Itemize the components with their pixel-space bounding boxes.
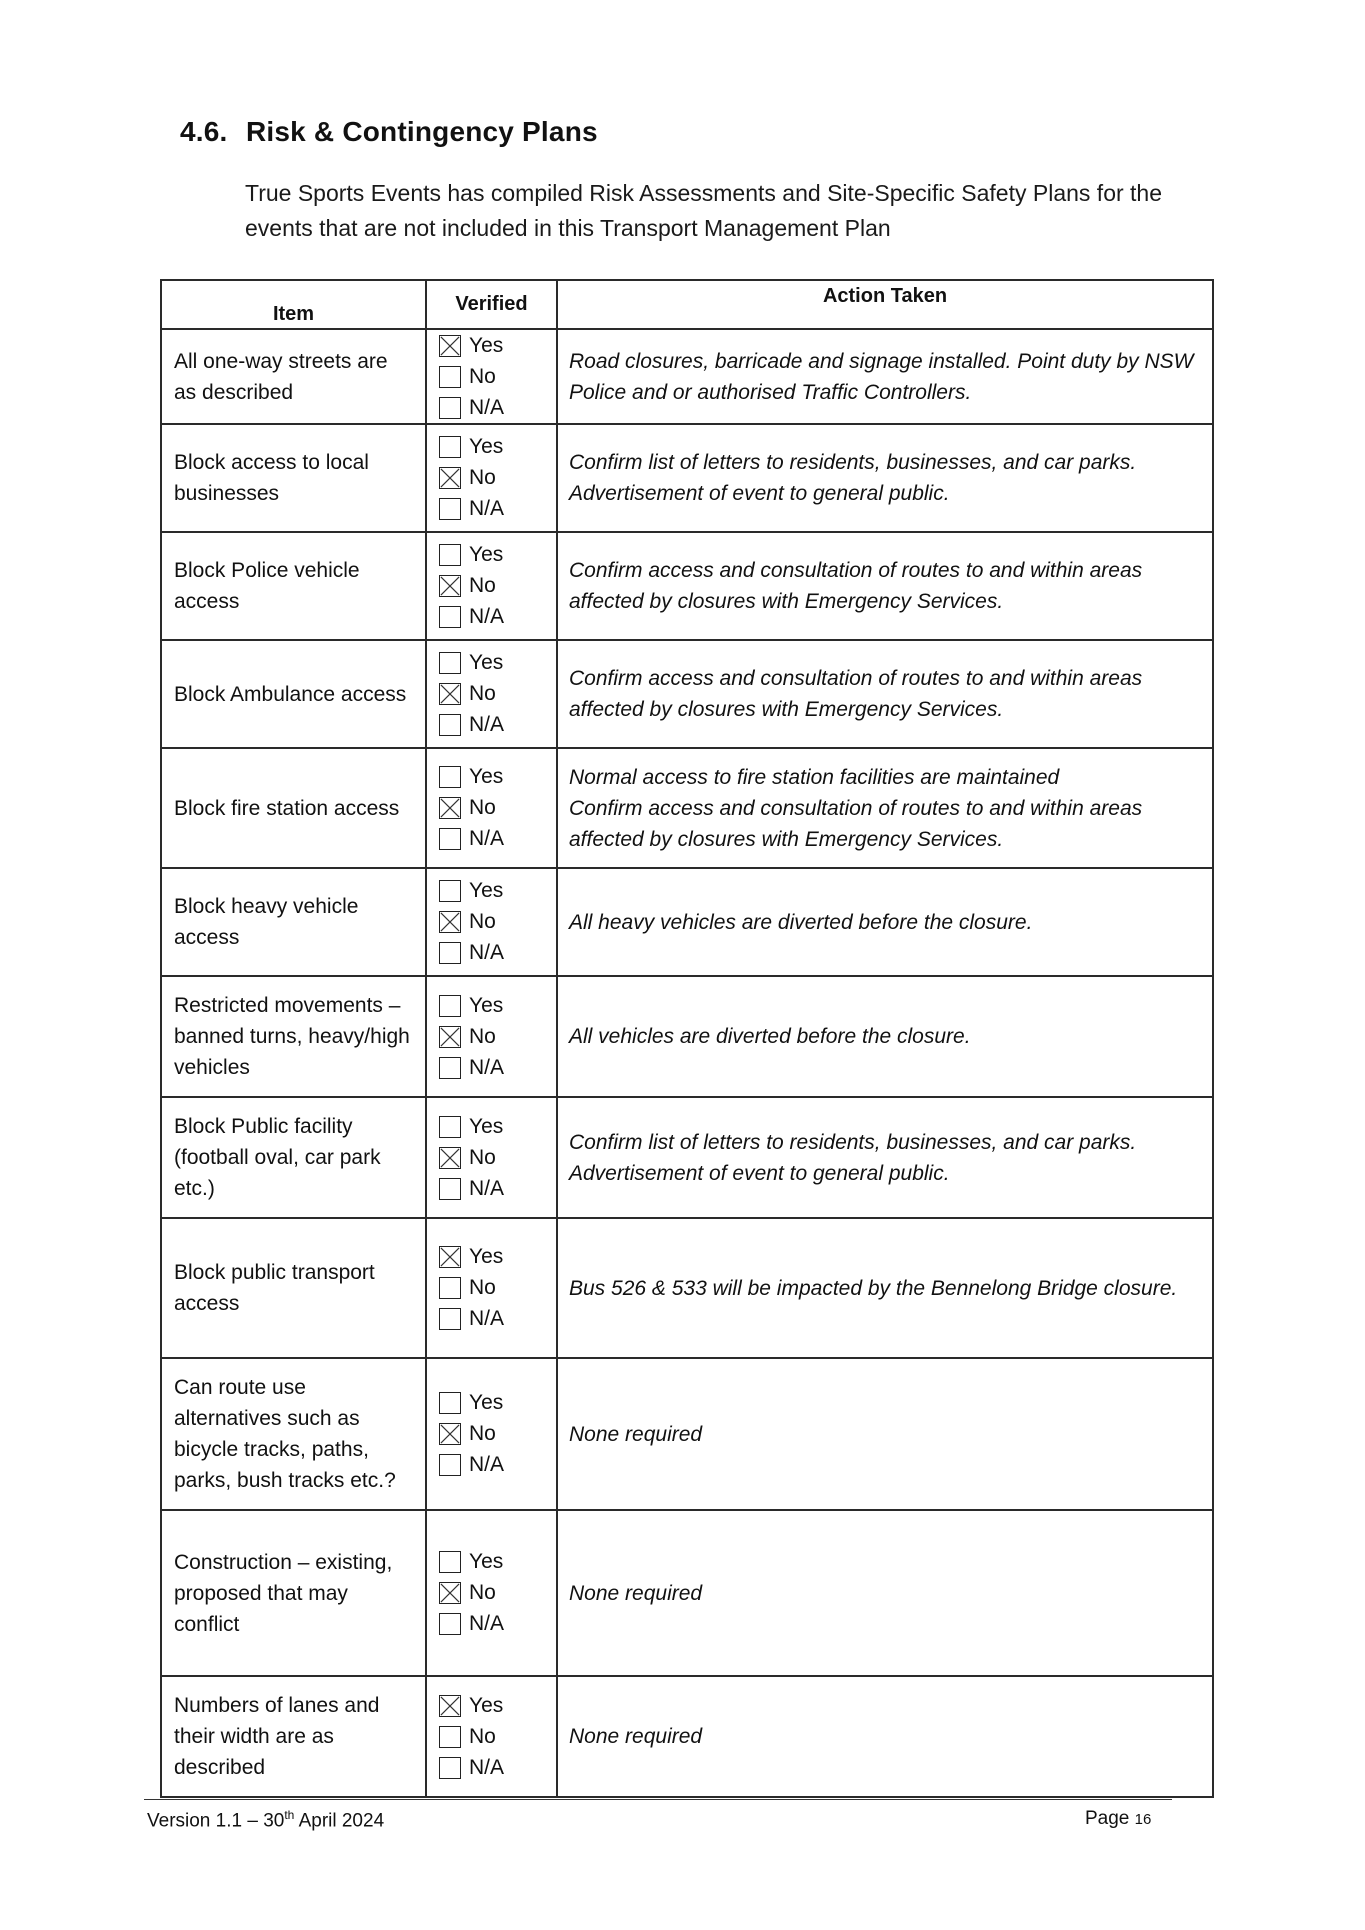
verified-option bbox=[439, 648, 556, 679]
option-label: N/A bbox=[469, 1453, 505, 1476]
footer-page-label: Page bbox=[1085, 1808, 1135, 1829]
checkbox-icon[interactable] bbox=[439, 1178, 461, 1200]
option-label: No bbox=[469, 574, 496, 597]
footer-version bbox=[147, 1808, 384, 1832]
checkbox-icon[interactable] bbox=[439, 1454, 461, 1476]
checked-box-icon[interactable] bbox=[439, 1423, 461, 1445]
verified-cell bbox=[426, 424, 557, 532]
action-cell: Confirm access and consultation of routes to and within areas affected by closures with Emergency Services. bbox=[557, 532, 1213, 640]
checkbox-icon[interactable] bbox=[439, 366, 461, 388]
verified-option bbox=[439, 1388, 556, 1419]
action-cell: Confirm list of letters to residents, businesses, and car parks. Advertisement of event to general public. bbox=[557, 424, 1213, 532]
option-label: Yes bbox=[469, 1693, 504, 1717]
option-label: No bbox=[469, 796, 496, 819]
table-row bbox=[161, 424, 1213, 532]
table-row bbox=[161, 1510, 1213, 1676]
header-verified: Verified bbox=[426, 280, 557, 329]
checkbox-icon[interactable] bbox=[439, 1551, 461, 1573]
verified-option bbox=[439, 540, 556, 571]
verified-option bbox=[439, 793, 556, 824]
verified-option bbox=[439, 330, 556, 361]
verified-cell bbox=[426, 1358, 557, 1510]
option-label: No bbox=[469, 1422, 496, 1445]
footer-version-sup: th bbox=[284, 1808, 295, 1822]
option-label: No bbox=[469, 466, 496, 489]
verified-option bbox=[439, 1304, 556, 1335]
verified-cell bbox=[426, 1676, 557, 1797]
verified-option bbox=[439, 876, 556, 907]
header-action: Action Taken bbox=[557, 280, 1213, 329]
option-label: N/A bbox=[469, 941, 505, 964]
checked-box-icon[interactable] bbox=[439, 1026, 461, 1048]
item-cell: Block Police vehicle access bbox=[161, 532, 426, 640]
option-label: N/A bbox=[469, 395, 505, 419]
verified-option bbox=[439, 1578, 556, 1609]
action-cell: Confirm access and consultation of routes to and within areas affected by closures with Emergency Services. bbox=[557, 640, 1213, 748]
checkbox-icon[interactable] bbox=[439, 1613, 461, 1635]
option-label: Yes bbox=[469, 765, 504, 788]
checked-box-icon[interactable] bbox=[439, 335, 461, 357]
verified-option bbox=[439, 494, 556, 525]
verified-cell bbox=[426, 748, 557, 868]
verified-option bbox=[439, 938, 556, 969]
checkbox-icon[interactable] bbox=[439, 880, 461, 902]
action-cell: All vehicles are diverted before the closure. bbox=[557, 976, 1213, 1097]
action-cell: None required bbox=[557, 1510, 1213, 1676]
action-cell: Normal access to fire station facilities are maintained Confirm access and consultation of routes to and within areas affected by closures with Emergency Services. bbox=[557, 748, 1213, 868]
table-row bbox=[161, 1358, 1213, 1510]
option-label: No bbox=[469, 1024, 496, 1048]
verified-option bbox=[439, 762, 556, 793]
item-cell: Block Public facility (football oval, car park etc.) bbox=[161, 1097, 426, 1218]
checkbox-icon[interactable] bbox=[439, 766, 461, 788]
option-label: Yes bbox=[469, 879, 504, 902]
verified-option bbox=[439, 990, 556, 1021]
verified-option bbox=[439, 1021, 556, 1052]
checked-box-icon[interactable] bbox=[439, 575, 461, 597]
checkbox-icon[interactable] bbox=[439, 942, 461, 964]
checkbox-icon[interactable] bbox=[439, 828, 461, 850]
verified-cell bbox=[426, 329, 557, 424]
risk-table-body bbox=[161, 329, 1213, 1797]
option-label: No bbox=[469, 1581, 496, 1604]
checkbox-icon[interactable] bbox=[439, 544, 461, 566]
option-label: N/A bbox=[469, 1307, 505, 1330]
verified-cell bbox=[426, 868, 557, 976]
option-label: No bbox=[469, 364, 496, 388]
checked-box-icon[interactable] bbox=[439, 797, 461, 819]
table-row bbox=[161, 1097, 1213, 1218]
item-cell: Construction – existing, proposed that may conflict bbox=[161, 1510, 426, 1676]
checked-box-icon[interactable] bbox=[439, 1147, 461, 1169]
option-label: Yes bbox=[469, 651, 504, 674]
action-cell: None required bbox=[557, 1676, 1213, 1797]
checkbox-icon[interactable] bbox=[439, 995, 461, 1017]
checkbox-icon[interactable] bbox=[439, 1757, 461, 1779]
verified-option bbox=[439, 1142, 556, 1173]
option-label: N/A bbox=[469, 1055, 505, 1079]
verified-cell bbox=[426, 1510, 557, 1676]
option-label: Yes bbox=[469, 1550, 504, 1573]
checkbox-icon[interactable] bbox=[439, 1277, 461, 1299]
verified-option bbox=[439, 602, 556, 633]
table-row bbox=[161, 1218, 1213, 1358]
footer-page bbox=[1085, 1808, 1151, 1830]
item-cell: Restricted movements – banned turns, heavy/high vehicles bbox=[161, 976, 426, 1097]
footer-version-prefix: Version 1.1 – 30 bbox=[147, 1810, 285, 1832]
verified-option bbox=[439, 1547, 556, 1578]
risk-table bbox=[160, 279, 1214, 1798]
verified-cell bbox=[426, 640, 557, 748]
table-row bbox=[161, 868, 1213, 976]
verified-cell bbox=[426, 1218, 557, 1358]
table-row bbox=[161, 640, 1213, 748]
verified-option bbox=[439, 1052, 556, 1083]
checkbox-icon[interactable] bbox=[439, 1116, 461, 1138]
verified-option bbox=[439, 679, 556, 710]
verified-option bbox=[439, 463, 556, 494]
option-label: N/A bbox=[469, 1755, 505, 1779]
item-cell: Block public transport access bbox=[161, 1218, 426, 1358]
table-header-row bbox=[161, 280, 1213, 329]
verified-option bbox=[439, 392, 556, 423]
section-title: Risk & Contingency Plans bbox=[246, 116, 598, 147]
verified-option bbox=[439, 1721, 556, 1752]
option-label: Yes bbox=[469, 435, 504, 458]
checkbox-icon[interactable] bbox=[439, 1057, 461, 1079]
table-row bbox=[161, 1676, 1213, 1797]
option-label: Yes bbox=[469, 1391, 504, 1414]
item-cell: Block heavy vehicle access bbox=[161, 868, 426, 976]
option-label: Yes bbox=[469, 993, 504, 1017]
option-label: N/A bbox=[469, 827, 505, 850]
table-row bbox=[161, 329, 1213, 424]
checkbox-icon[interactable] bbox=[439, 606, 461, 628]
checked-box-icon[interactable] bbox=[439, 1582, 461, 1604]
verified-option bbox=[439, 1111, 556, 1142]
verified-option bbox=[439, 1450, 556, 1481]
option-label: No bbox=[469, 1276, 496, 1299]
verified-option bbox=[439, 432, 556, 463]
option-label: No bbox=[469, 682, 496, 705]
verified-option bbox=[439, 361, 556, 392]
checkbox-icon[interactable] bbox=[439, 1726, 461, 1748]
option-label: N/A bbox=[469, 605, 505, 628]
header-item: Item bbox=[161, 280, 426, 329]
verified-cell bbox=[426, 532, 557, 640]
action-cell: None required bbox=[557, 1358, 1213, 1510]
item-cell: Block fire station access bbox=[161, 748, 426, 868]
footer-divider bbox=[144, 1799, 1172, 1800]
table-row bbox=[161, 976, 1213, 1097]
checked-box-icon[interactable] bbox=[439, 467, 461, 489]
verified-option bbox=[439, 907, 556, 938]
checkbox-icon[interactable] bbox=[439, 1308, 461, 1330]
verified-option bbox=[439, 1609, 556, 1640]
intro-paragraph: True Sports Events has compiled Risk Assessments and Site-Specific Safety Plans for the events that are not included in this Transport Management Plan bbox=[245, 180, 1163, 241]
verified-option bbox=[439, 1752, 556, 1783]
checked-box-icon[interactable] bbox=[439, 683, 461, 705]
section-number: 4.6. bbox=[180, 116, 228, 147]
option-label: Yes bbox=[469, 1245, 504, 1268]
footer-version-suffix: April 2024 bbox=[294, 1810, 385, 1832]
action-cell: Confirm list of letters to residents, businesses, and car parks. Advertisement of event to general public. bbox=[557, 1097, 1213, 1218]
item-cell: Can route use alternatives such as bicycle tracks, paths, parks, bush tracks etc.? bbox=[161, 1358, 426, 1510]
table-row bbox=[161, 748, 1213, 868]
checked-box-icon[interactable] bbox=[439, 1695, 461, 1717]
checkbox-icon[interactable] bbox=[439, 498, 461, 520]
verified-cell bbox=[426, 976, 557, 1097]
checkbox-icon[interactable] bbox=[439, 714, 461, 736]
item-cell: Block Ambulance access bbox=[161, 640, 426, 748]
verified-option bbox=[439, 710, 556, 741]
footer-page-number: 16 bbox=[1134, 1811, 1152, 1828]
verified-option bbox=[439, 1419, 556, 1450]
checked-box-icon[interactable] bbox=[439, 1246, 461, 1268]
option-label: Yes bbox=[469, 1114, 504, 1138]
checkbox-icon[interactable] bbox=[439, 397, 461, 419]
option-label: N/A bbox=[469, 1612, 505, 1635]
table-row bbox=[161, 532, 1213, 640]
verified-cell bbox=[426, 1097, 557, 1218]
checkbox-icon[interactable] bbox=[439, 436, 461, 458]
checked-box-icon[interactable] bbox=[439, 911, 461, 933]
verified-option bbox=[439, 824, 556, 855]
option-label: N/A bbox=[469, 1176, 505, 1200]
action-cell: Road closures, barricade and signage installed. Point duty by NSW Police and or authorised Traffic Controllers. bbox=[557, 329, 1213, 424]
verified-option bbox=[439, 1173, 556, 1204]
option-label: No bbox=[469, 910, 496, 933]
verified-option bbox=[439, 571, 556, 602]
section-heading bbox=[180, 116, 598, 148]
item-cell: Numbers of lanes and their width are as described bbox=[161, 1676, 426, 1797]
checkbox-icon[interactable] bbox=[439, 652, 461, 674]
action-cell: All heavy vehicles are diverted before the closure. bbox=[557, 868, 1213, 976]
verified-option bbox=[439, 1242, 556, 1273]
action-cell: Bus 526 & 533 will be impacted by the Bennelong Bridge closure. bbox=[557, 1218, 1213, 1358]
item-cell: All one-way streets are as described bbox=[161, 329, 426, 424]
item-cell: Block access to local businesses bbox=[161, 424, 426, 532]
option-label: Yes bbox=[469, 543, 504, 566]
option-label: N/A bbox=[469, 497, 505, 520]
option-label: Yes bbox=[469, 333, 504, 357]
option-label: N/A bbox=[469, 713, 505, 736]
verified-option bbox=[439, 1273, 556, 1304]
option-label: No bbox=[469, 1724, 496, 1748]
option-label: No bbox=[469, 1145, 496, 1169]
verified-option bbox=[439, 1690, 556, 1721]
checkbox-icon[interactable] bbox=[439, 1392, 461, 1414]
